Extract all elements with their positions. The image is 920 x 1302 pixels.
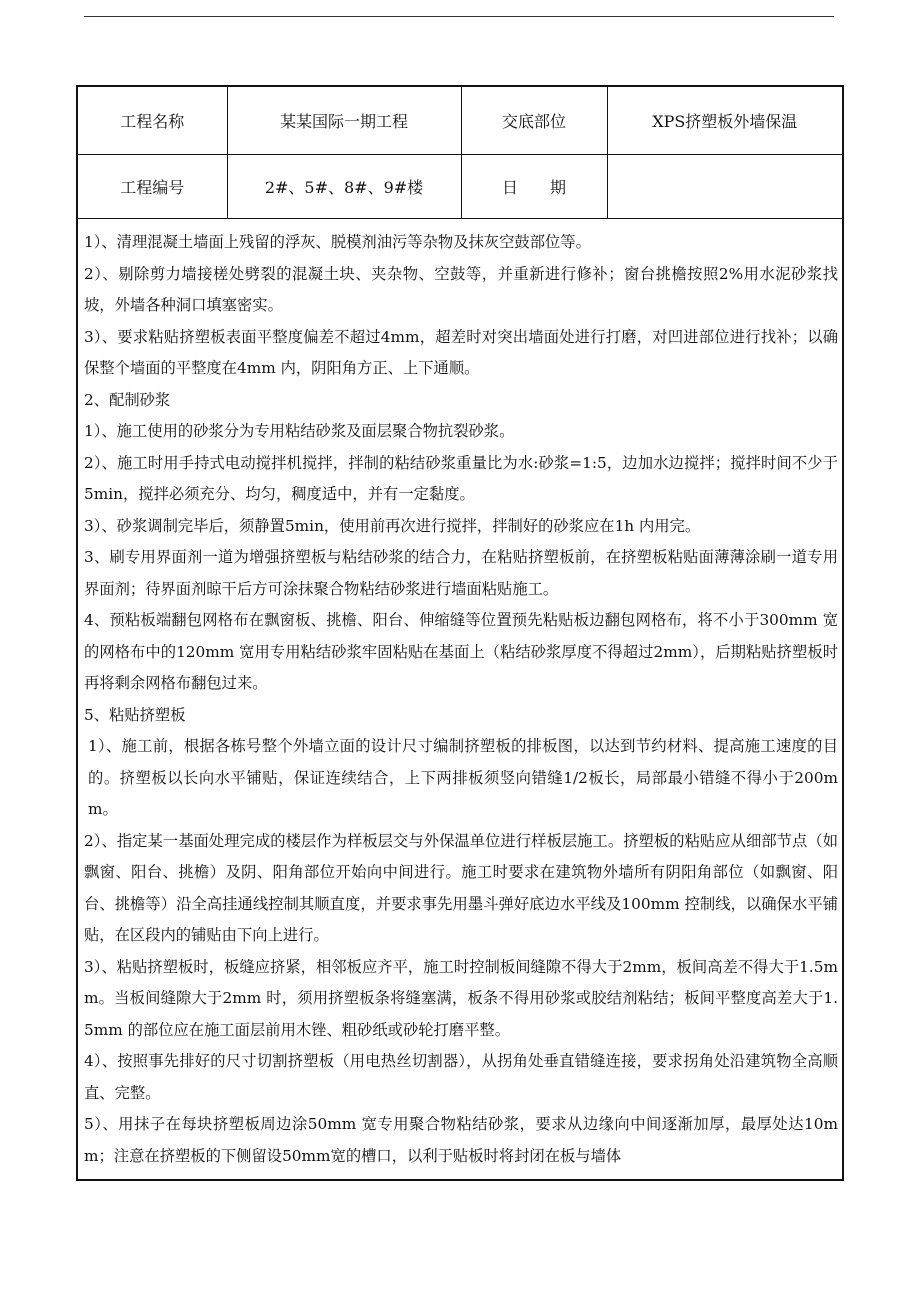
paragraph: 3）、砂浆调制完毕后，须静置5min，使用前再次进行搅拌，拌制好的砂浆应在1h 内用完。 [84,516,701,535]
project-name-label: 工程名称 [78,87,227,155]
paragraph: 4、预粘板端翻包网格布在飘窗板、挑檐、阳台、伸缩缝等位置预先粘贴板边翻包网格布，将不小于300mm 宽的网格布中的120mm 宽用专用粘结砂浆牢固粘贴在基面上（粘结砂浆厚度不得超过2mm），后期粘贴挤塑板时再将剩余网格布翻包过来。 [84,611,838,692]
paragraph: 3）、粘贴挤塑板时，板缝应挤紧，相邻板应齐平，施工时控制板间缝隙不得大于2mm，板间高差不得大于1.5mm。当板间缝隙大于2mm 时，须用挤塑板条将缝塞满，板条不得用砂浆或胶结剂粘结；板间平整度高差大于1.5mm 的部位应在施工面层前用木锉、粗砂纸或砂轮打磨平整。 [84,957,838,1039]
project-no-value: 2#、5#、8#、9#楼 [227,155,461,219]
disclosure-content [78,219,842,1172]
section-heading: 2、配制砂浆 [84,390,171,409]
paragraph: 3）、要求粘贴挤塑板表面平整度偏差不超过4mm，超差时对突出墙面处进行打磨，对凹进部位进行找补；以确保整个墙面的平整度在4mm 内，阴阳角方正、上下通顺。 [84,327,838,377]
date-label: 日 期 [461,155,607,219]
paragraph: 2）、施工时用手持式电动搅拌机搅拌，拌制的粘结砂浆重量比为水:砂浆=1:5，边加水边搅拌；搅拌时间不少于5min，搅拌必须充分、均匀，稠度适中，并有一定黏度。 [84,453,838,503]
paragraph: 3、刷专用界面剂一道为增强挤塑板与粘结砂浆的结合力，在粘贴挤塑板前，在挤塑板粘贴面薄薄涂刷一道专用界面剂；待界面剂晾干后方可涂抹聚合物粘结砂浆进行墙面粘贴施工。 [84,548,838,598]
info-row-2 [78,155,842,219]
disclosure-sheet [76,85,844,1181]
date-value [607,155,842,219]
paragraph: 2）、指定某一基面处理完成的楼层作为样板层交与外保温单位进行样板层施工。挤塑板的粘贴应从细部节点（如飘窗、阳台、挑檐）及阴、阳角部位开始向中间进行。施工时要求在建筑物外墙所有阴阳角部位（如飘窗、阳台、挑檐等）沿全高挂通线控制其顺直度，并要求事先用墨斗弹好底边水平线及100mm 控制线，以确保水平铺贴，在区段内的铺贴由下向上进行。 [84,831,838,944]
project-name-value: 某某国际一期工程 [227,87,461,155]
paragraph: 1）、施工前，根据各栋号整个外墙立面的设计尺寸编制挤塑板的排板图，以达到节约材料、提高施工速度的目的。挤塑板以长向水平铺贴，保证连续结合，上下两排板须竖向错缝1/2板长，局部最小错缝不得小于200mm。 [88,737,838,818]
header-rule [84,16,834,17]
paragraph: 5）、用抹子在每块挤塑板周边涂50mm 宽专用聚合物粘结砂浆，要求从边缘向中间逐渐加厚，最厚处达10mm；注意在挤塑板的下侧留设50mm宽的槽口，以利于贴板时将封闭在板与墙体 [84,1115,838,1165]
project-no-label: 工程编号 [78,155,227,219]
location-label: 交底部位 [461,87,607,155]
info-row-1 [78,87,842,155]
paragraph: 1）、清理混凝土墙面上残留的浮灰、脱模剂油污等杂物及抹灰空鼓部位等。 [84,233,591,251]
section-heading: 5、粘贴挤塑板 [84,705,186,724]
paragraph: 1）、施工使用的砂浆分为专用粘结砂浆及面层聚合物抗裂砂浆。 [84,422,515,440]
info-table [78,87,842,219]
paragraph: 4）、按照事先排好的尺寸切割挤塑板（用电热丝切割器），从拐角处垂直错缝连接，要求拐角处沿建筑物全高顺直、完整。 [84,1052,838,1102]
location-value: XPS挤塑板外墙保温 [607,87,842,155]
paragraph: 2）、剔除剪力墙接槎处劈裂的混凝土块、夹杂物、空鼓等，并重新进行修补；窗台挑檐按照2%用水泥砂浆找坡，外墙各种洞口填塞密实。 [84,264,838,314]
